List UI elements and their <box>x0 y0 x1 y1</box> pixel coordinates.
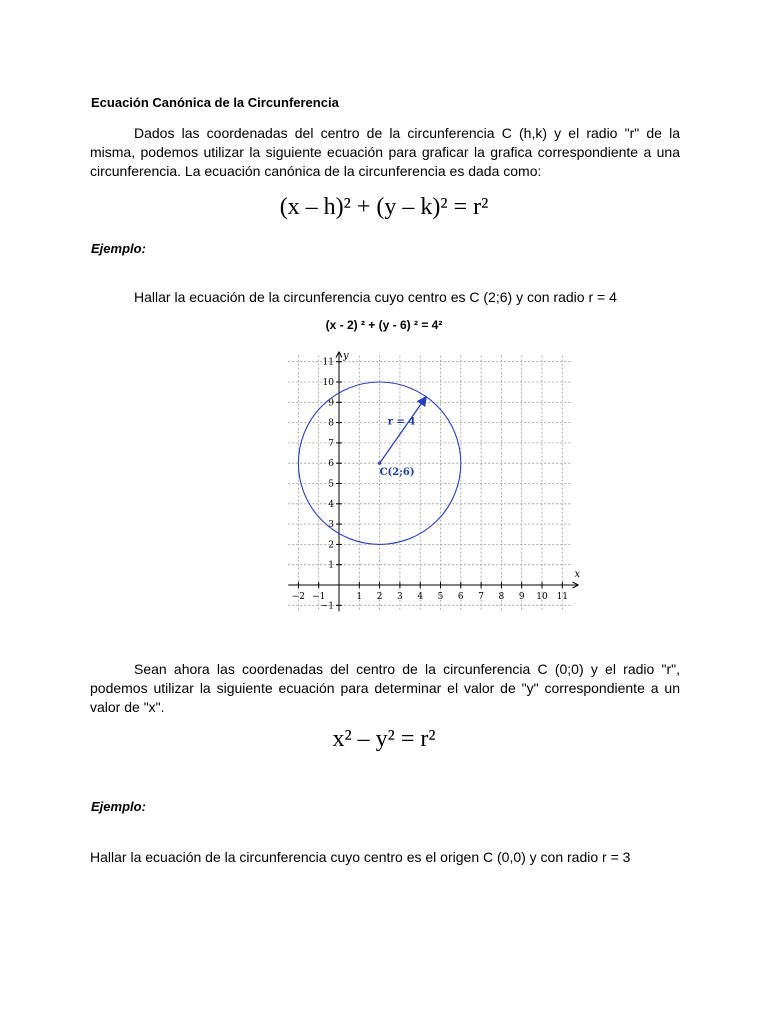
x-tick-label: 9 <box>518 592 525 602</box>
canonical-formula: (x – h)² + (y – k)² = r² <box>279 194 489 220</box>
y-tick-label: 6 <box>328 459 334 470</box>
x-tick-label: 6 <box>457 592 464 602</box>
x-tick-label: 11 <box>556 592 569 602</box>
radius-label: r = 4 <box>387 416 416 428</box>
section-title: Ecuación Canónica de la Circunferencia <box>91 95 339 110</box>
x-tick-label: −2 <box>291 592 306 602</box>
y-tick-label: 5 <box>328 479 334 490</box>
y-tick-label: 2 <box>328 540 334 551</box>
y-tick-label: 4 <box>328 499 334 510</box>
y-tick-label: 10 <box>322 378 334 388</box>
y-tick-label: 3 <box>328 520 334 531</box>
x-tick-label: −1 <box>312 592 326 602</box>
second-paragraph <box>90 660 680 717</box>
example-2-statement: Hallar la ecuación de la circunferencia cuyo centro es el origen C (0,0) y con radio r = 3 <box>90 849 631 865</box>
x-tick-label: 4 <box>417 592 424 602</box>
circle-graph <box>232 343 581 624</box>
x-tick-label: 10 <box>536 592 548 602</box>
x-tick-label: 2 <box>376 592 383 602</box>
second-paragraph-text: Sean ahora las coordenadas del centro de la circunferencia C (0;0) y el radio "r", podemos utilizar la siguiente ecuación para determinar el valor de "y" correspondiente a un valor de "x". <box>90 661 680 715</box>
example-1-equation: (x - 2) ² + (y - 6) ² = 4² <box>325 318 443 332</box>
y-tick-label: 11 <box>322 357 334 368</box>
example-heading-1: Ejemplo: <box>91 241 146 256</box>
x-tick-label: 3 <box>397 592 403 602</box>
center-label: C(2;6) <box>379 467 415 479</box>
x-tick-label: 5 <box>437 592 444 602</box>
x-tick-label: 7 <box>478 592 484 602</box>
example-heading-2: Ejemplo: <box>91 799 146 814</box>
x-tick-label: 1 <box>356 592 363 602</box>
y-tick-label: 1 <box>328 560 334 571</box>
y-tick-label: 8 <box>328 418 334 429</box>
y-axis-label: y <box>343 350 349 362</box>
x-axis-label: x <box>574 569 581 580</box>
x-tick-label: 8 <box>498 592 505 602</box>
center-point <box>378 462 381 465</box>
y-tick-label: 7 <box>328 438 334 449</box>
origin-formula: x² – y² = r² <box>332 726 436 752</box>
circle-graph-svg <box>232 343 581 619</box>
y-tick-label: 9 <box>328 398 334 409</box>
intro-paragraph <box>90 124 680 181</box>
radius-arrow <box>380 397 427 464</box>
y-tick-label: −1 <box>320 601 334 612</box>
intro-paragraph-text: Dados las coordenadas del centro de la circunferencia C (h,k) y el radio "r" de la misma, podemos utilizar la siguiente ecuación para graficar la grafica correspondiente a una circunferencia. La ecuación canónica de la circunferencia es dada como: <box>90 125 680 179</box>
example-1-statement: Hallar la ecuación de la circunferencia cuyo centro es C (2;6) y con radio r = 4 <box>134 289 617 305</box>
